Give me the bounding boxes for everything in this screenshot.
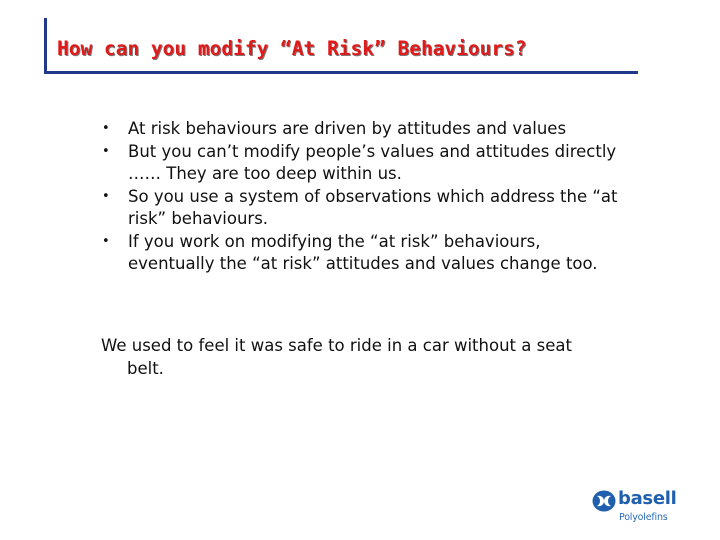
bullet-line: risk” behaviours.	[128, 209, 269, 228]
bullet-marker: •	[102, 188, 110, 204]
bullet-item	[100, 186, 680, 231]
bullet-marker: •	[102, 143, 110, 159]
basell-logo	[592, 490, 692, 530]
bullet-marker: •	[102, 233, 110, 249]
bullet-line: So you use a system of observations which address the “at	[128, 186, 618, 206]
bullet-line: If you work on modifying the “at risk” behaviours,	[128, 231, 541, 251]
bullet-line: eventually the “at risk” attitudes and values change too.	[128, 254, 598, 273]
basell-mark-icon	[592, 490, 616, 512]
bullet-item	[100, 141, 680, 186]
bullet-line: At risk behaviours are driven by attitudes and values	[128, 119, 567, 138]
logo-subtitle: Polyolefins	[619, 512, 668, 523]
logo-wordmark: basell	[618, 488, 677, 509]
bullet-item	[100, 231, 680, 276]
seatbelt-note	[101, 335, 661, 380]
bullet-list	[100, 118, 680, 276]
bullet-line: …… They are too deep within us.	[128, 164, 402, 183]
bullet-item	[100, 118, 680, 141]
note-line: belt.	[127, 358, 164, 378]
note-line: We used to feel it was safe to ride in a car without a seat	[101, 336, 572, 355]
slide-title: How can you modify “At Risk” Behaviours?	[57, 37, 527, 60]
bullet-line: But you can’t modify people’s values and attitudes directly	[128, 141, 617, 161]
bullet-marker: •	[102, 121, 110, 136]
